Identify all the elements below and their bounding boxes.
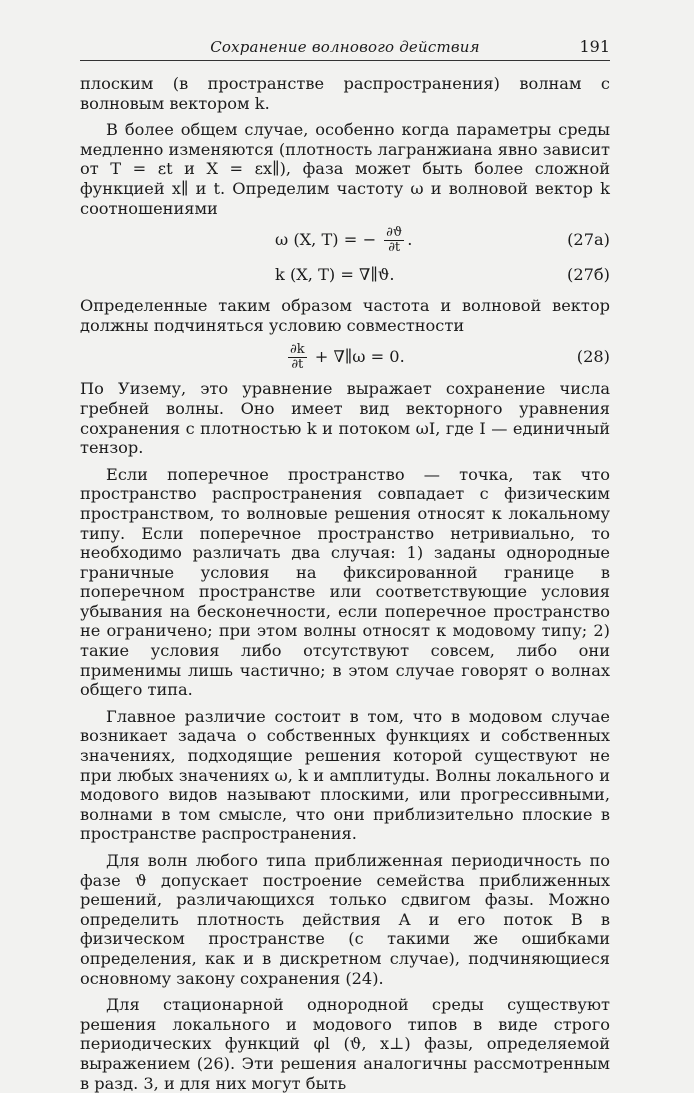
equation-27a-lhs: ω (X, T) = − — [275, 230, 377, 250]
equation-27a-denominator: ∂t — [388, 240, 401, 256]
paragraph-7: Для волн любого типа приближенная периодичность по фазе ϑ допускает построение семейства приближенных решений, различающихся только сдвигом фазы. Можно определить плотность действия A и его поток B в физическом пространстве (с такими же ошибками определения, как и в дискретном случае), подчиняющиеся основному закону сохранения (24). — [80, 851, 610, 988]
page-body — [80, 74, 610, 1093]
equation-27b-number: (27б) — [567, 265, 610, 285]
paragraph-1: плоским (в пространстве распространения) волнам с волновым вектором k. — [80, 74, 610, 113]
equation-28-numerator: ∂k — [290, 342, 305, 358]
equation-27b — [80, 261, 610, 288]
equation-27a-numerator: ∂ϑ — [386, 225, 403, 241]
equation-27a-number: (27а) — [567, 230, 610, 250]
equation-28 — [80, 335, 610, 379]
equation-28-fraction — [288, 343, 307, 372]
equation-28-math — [285, 335, 405, 379]
paragraph-4: По Уизему, это уравнение выражает сохранение числа гребней волны. Оно имеет вид векторного уравнения сохранения с плотностью k и потоком ωI, где I — единичный тензор. — [80, 379, 610, 458]
equation-28-denominator: ∂t — [291, 357, 304, 373]
paragraph-3: Определенные таким образом частота и волновой вектор должны подчиняться условию совместности — [80, 296, 610, 335]
equation-27a-math — [275, 226, 412, 255]
equation-27b-math: k (X, T) = ∇∥ϑ. — [275, 265, 395, 285]
paragraph-2: В более общем случае, особенно когда параметры среды медленно изменяются (плотность лагранжиана явно зависит от T = εt и X = εx∥), фаза может быть более сложной функцией x∥ и t. Определим частоту ω и волновой вектор k соотношениями — [80, 120, 610, 218]
paragraph-5: Если поперечное пространство — точка, так что пространство распространения совпадает с физическим пространством, то волновые решения относят к локальному типу. Если поперечное пространство нетривиально, то необходимо различать два случая: 1) заданы однородные граничные условия на фиксированной границе в поперечном пространстве или соответствующие условия убывания на бесконечности, если поперечное пространство не ограничено; при этом волны относят к модовому типу; 2) такие условия либо отсутствуют совсем, либо они применимы лишь частично; в этом случае говорят о волнах общего типа. — [80, 464, 610, 700]
equation-28-number: (28) — [576, 347, 610, 367]
running-title: Сохранение волнового действия — [210, 38, 480, 56]
paragraph-8: Для стационарной однородной среды существуют решения локального и модового типов в виде строго периодических функций φl (ϑ, x⊥) фазы, определяемой выражением (26). Эти решения аналогичны рассмотренным в разд. 3, и для них могут быть — [80, 995, 610, 1093]
page-number: 191 — [579, 37, 610, 56]
equation-27a-fraction — [384, 226, 404, 255]
equation-28-rhs: + ∇∥ω = 0. — [314, 347, 405, 367]
running-header — [80, 36, 610, 61]
paragraph-6: Главное различие состоит в том, что в модовом случае возникает задача о собственных функциях и собственных значениях, подходящие решения которой существуют не при любых значениях ω, k и амплитуды. Волны локального и модового видов называют плоскими, или прогрессивными, волнами в том смысле, что они приблизительно плоские в пространстве распространения. — [80, 706, 610, 844]
equation-27a — [80, 225, 610, 256]
equation-27a-rhs: . — [407, 230, 413, 250]
